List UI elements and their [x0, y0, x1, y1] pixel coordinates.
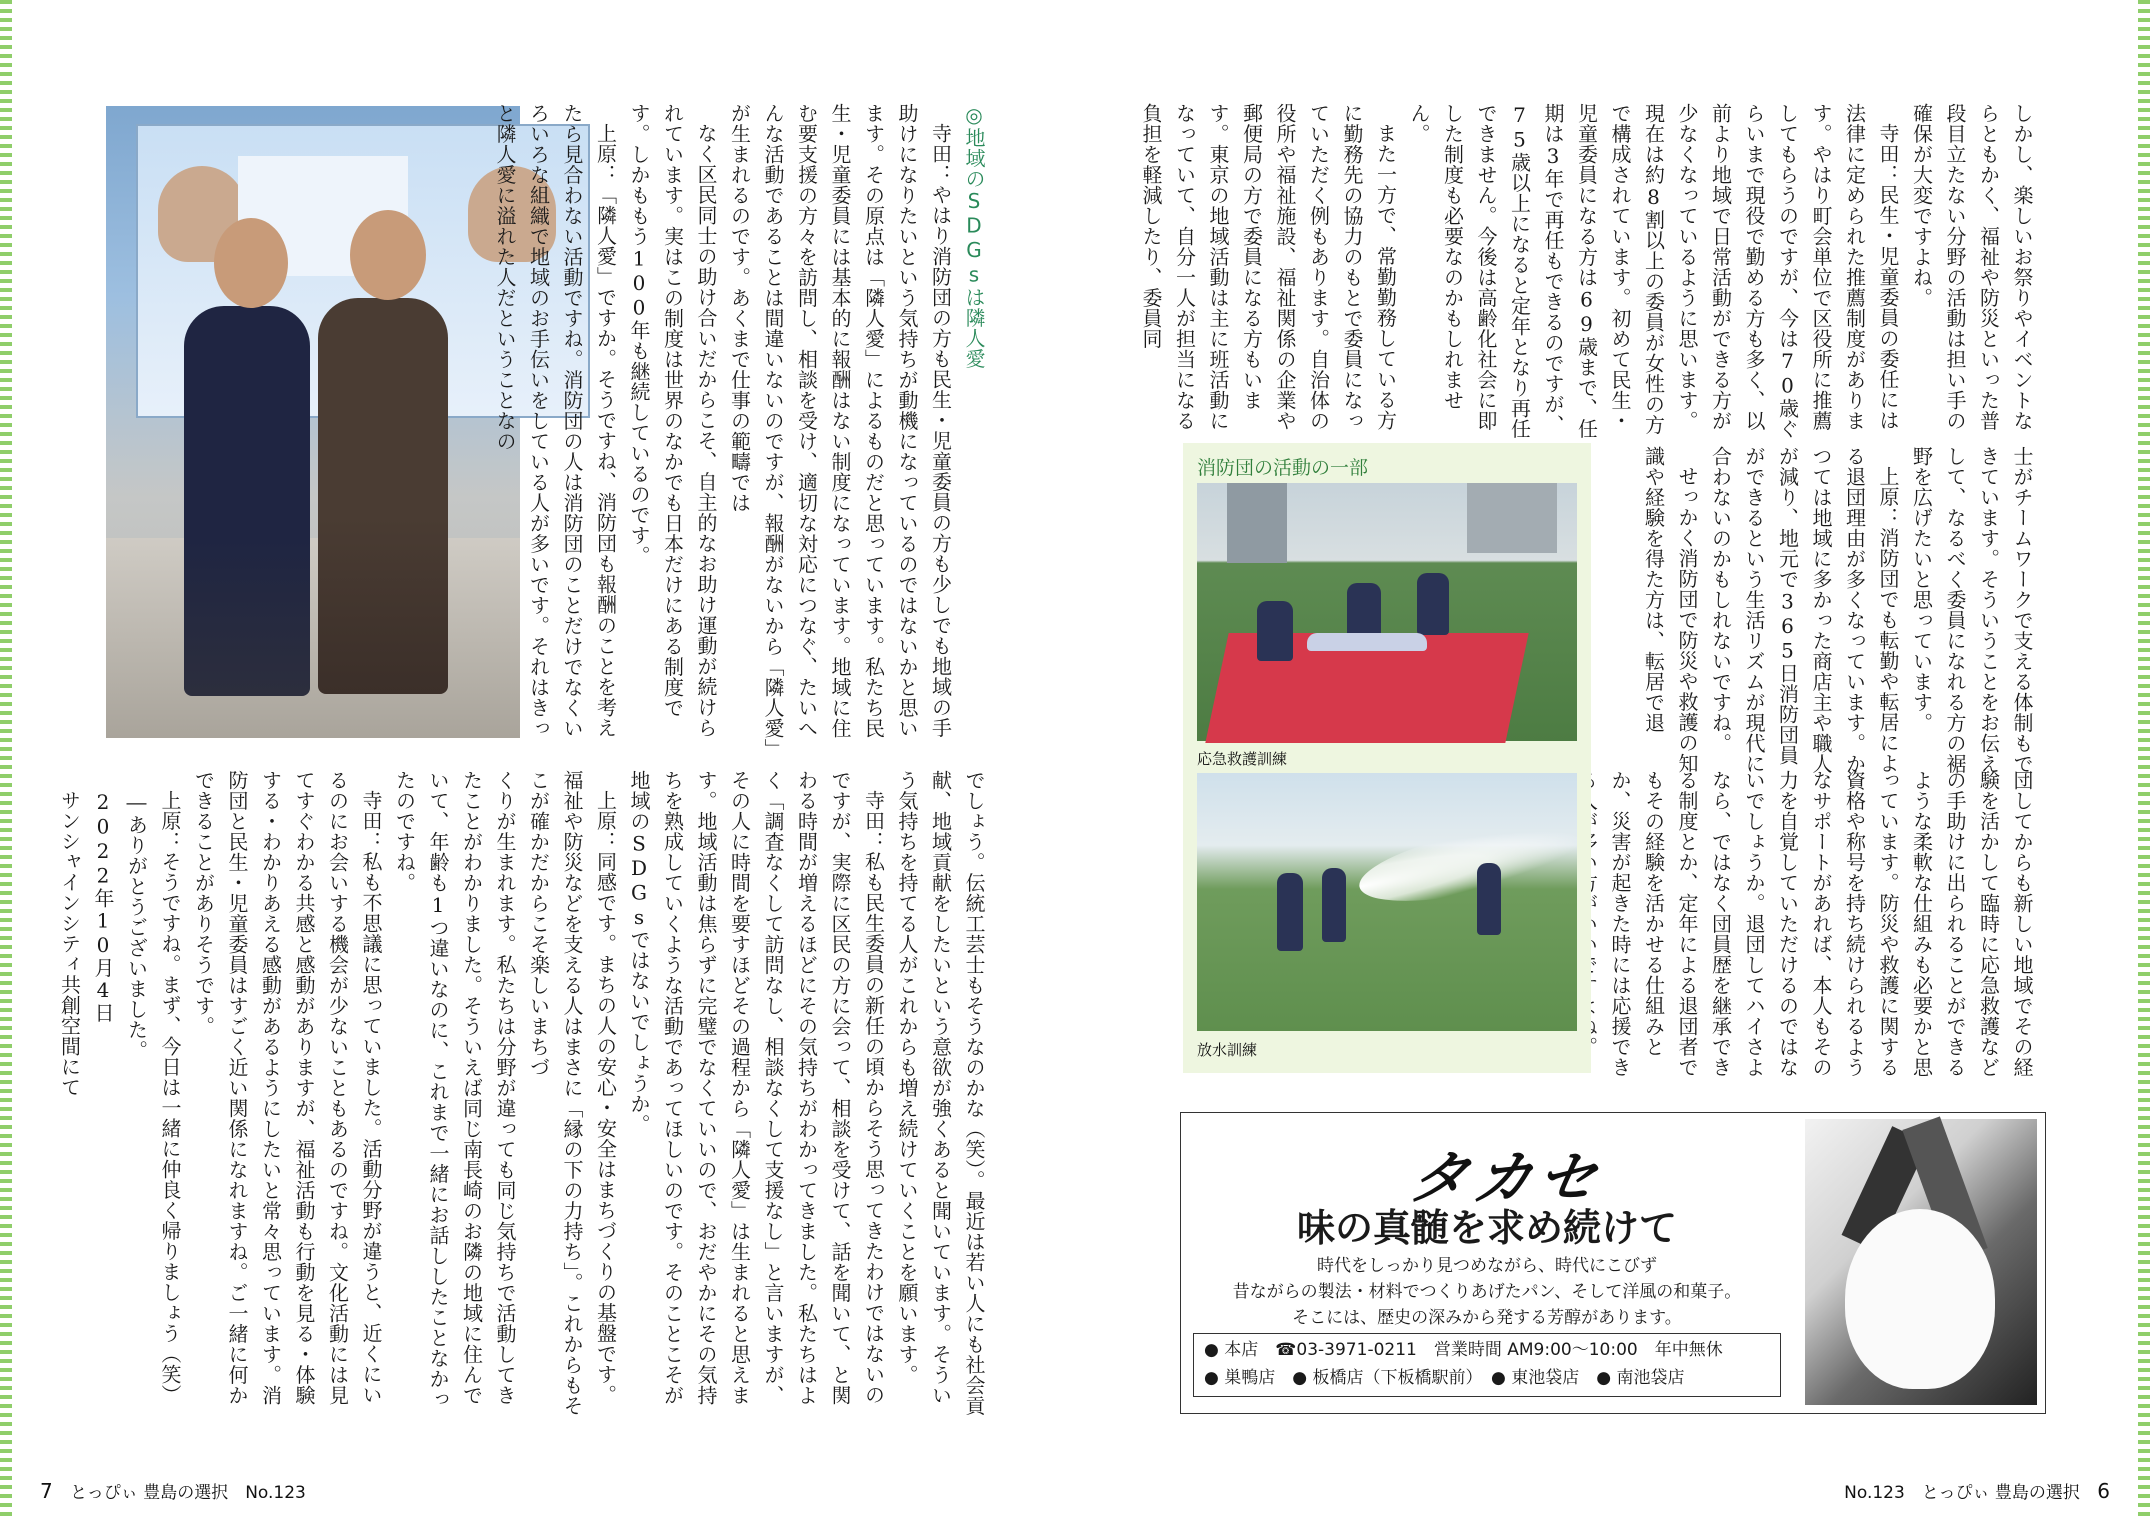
paragraph: 団してからも新しい地域でその経験を活かして臨時に応急救護などの手助けに出られることができるような柔軟な仕組みも必要かと思っています。防災や救護に関する資格や称号を持ち続けられるようなサポートがあれば、本人もその力を自覚していただけるのではないでしょうか。退団してハイさよなら、ではなく団員歴を継承できる制度とか、定年による退団者でもその経験を活かせる仕組みとか、災害が起きた時には応援でき — [1608, 770, 2034, 1078]
ad-line: 時代をしっかり見つめながら、時代にこびず — [1317, 1256, 1657, 1276]
ad-line: そこには、歴史の深みから発する芳醇があります。 — [1292, 1308, 1682, 1328]
ad-main-store: ● 本店 ☎03-3971-0211 営業時間 AM9:00〜10:00 年中無休 — [1204, 1340, 1723, 1360]
text-block-page6-low — [1608, 770, 2038, 1090]
takase-logo: タカセ — [1404, 1144, 1609, 1212]
paragraph: 寺田：私も民生委員の新任の頃からそう思ってきたわけではないのですが、実際に区民の方に会って、相談を受けて、話を聞いて、と関わる時間が増えるほどにその気持ちがわかってきました。私たちはよく「調査なくして訪問なし、相談なくして支援なし」と言いますが、その人に時間を要すほどその過程から「隣人愛」は生まれると思えます。地域活動は焦らずに完璧でなくていいので、おだやかにその気持ちを熟成していくような活動であってほしいのです。そのことこそが地域のSDGsではないでしょうか。 — [627, 770, 886, 1406]
person-left — [184, 306, 310, 696]
paragraph: 寺田：やはり消防団の方も民生・児童委員の方も少しでも地域の手助けになりたいという気持ちが動機になっているのではないかと思います。その原点は「隣人愛」によるものだと思っています。私たち民生・児童委員には基本的に報酬はない制度になっています。地域に住む要支援の方々を訪問し、相談を受け、適切な対応につなぐ、たいへんな活動であることは間違いないのですが、報酬がないから「隣人愛」が生まれるのです。あくまで仕事の範疇では — [727, 103, 953, 749]
ad-line: 昔ながらの製法・材料でつくりあげたパン、そして洋風の和菓子。 — [1232, 1282, 1742, 1302]
water-discharge-caption: 放水訓練 — [1197, 1041, 1258, 1059]
paragraph: 上原：そうですね。まず、今日は一緒に仲良く帰りましょう（笑） — [158, 790, 182, 1405]
paragraph: 上原：消防団でも転勤や転居による退団理由が多くなっています。かつては地域に多かった商店主や職人が減り、地元で365日消防団員ができるという生活リズムが現代に合わないのかもしれないですね。 — [1708, 446, 1900, 774]
interview-location: サンシャインシティ共創空間にて — [57, 790, 82, 1098]
first-aid-caption: 応急救護訓練 — [1197, 750, 1288, 768]
interview-date: 2022年10月4日 — [91, 790, 115, 1023]
footer-left — [40, 1478, 306, 1503]
fire-box-title: 消防団の活動の一部 — [1197, 457, 1369, 479]
ad-headline: 味の真髄を求め続けて — [1296, 1205, 1677, 1250]
text-block-page7-bottom — [57, 770, 990, 1420]
text-block-page6-top — [1139, 103, 2038, 440]
interview-photo — [106, 106, 520, 738]
takase-advertisement — [1180, 1112, 2046, 1414]
footer-right — [1844, 1478, 2110, 1503]
paragraph: せっかく消防団で防災や救護の知識や経験を得た方は、転居で退 — [1641, 446, 1699, 774]
paragraph: しかし、楽しいお祭りやイベントならともかく、福祉や防災といった普段目立たない分野の活動は担い手の確保が大変ですよね。 — [1909, 103, 2034, 431]
left-edge-stripe — [0, 0, 12, 1518]
water-discharge-training-photo — [1197, 773, 1577, 1031]
person-right — [318, 298, 448, 694]
text-block-page7-top — [493, 103, 990, 753]
footer-right-text: No.123 とっぴぃ 豊島の選択 — [1844, 1483, 2080, 1503]
page-number-right: 6 — [2097, 1479, 2110, 1503]
paragraph: 寺田：民生・児童委員の委任には法律に定められた推薦制度があります。やはり町会単位で区役所に推薦してもらうのですが、今は70歳ぐらいまで現役で勤める方も多く、以前より地域で日常活動ができる方が少なくなっているように思います。現在は約8割以上の委員が女性の方で構成されています。初めて民生・児童委員になる方は69歳まで、任期は3年で再任もできるのですが、75歳以上になると定年となり再任できません。今後は高齢化社会に即した制度も必要なのかもしれません。 — [1407, 103, 1900, 439]
text-block-page6-mid — [1612, 446, 2038, 776]
paragraph: なく区民同士の助け合いだからこそ、自主的なお助け運動が続けられています。実はこの制度は世界のなかでも日本だけにある制度です。しかももう100年も継続しているのです。 — [627, 103, 718, 738]
ad-store-info — [1193, 1333, 1781, 1397]
section-heading: ◎地域のSDGsは隣人愛 — [962, 103, 986, 369]
paragraph: 寺田：私も不思議に思っていました。活動分野が違うと、近くにいるのにお会いする機会が少ないこともあるのですね。文化活動には見てすぐわかる共感と感動がありますが、福祉活動も行動を見る・体験する・わかりあえる感動があるようにしたいと常々思っています。消防団と民生・児童委員はすごく近い関係になれますね。ご一緒に何かできることがありそうです。 — [191, 770, 383, 1406]
paragraph: くりが生まれます。私たちは分野が違っても同じ気持ちで活動してきたことがわかりました。そういえば同じ南長崎のお隣の地域に住んでいて、年齢も1つ違いなのに、これまで一緒にお話ししたことなかったのですね。 — [392, 770, 517, 1410]
page-number-left: 7 — [40, 1479, 53, 1503]
first-aid-training-photo — [1197, 483, 1577, 741]
paragraph: また一方で、常勤勤務している方に勤務先の協力のもとで委員になっていただく例もあります。自治体の役所や福祉施設、福祉関係の企業や郵便局の方で委員になる方もいます。東京の地域活動は主に班活動になっていて、自分一人が担当になる負担を軽減したり、委員同 — [1139, 103, 1398, 431]
closing-thanks: ―ありがとうございました。 — [124, 790, 149, 1061]
paragraph: 士がチームワークで支える体制もできています。そういうことをお伝えして、なるべく委員になれる方の裾野を広げたいと思っています。 — [1909, 446, 2034, 774]
paragraph: 上原：「隣人愛」ですか。そうですね、消防団も報酬のことを考えたら見合わない活動ですね。消防団の人は消防団のことだけでなくいろいろな組織で地域のお手伝いをしている人が多いです。それはきっと隣人愛に溢れた人だということなの — [493, 103, 618, 739]
ad-illustration — [1805, 1119, 2037, 1405]
right-edge-stripe — [2138, 0, 2150, 1518]
paragraph: 上原：同感です。まちの人の安心・安全はまちづくりの基盤です。福祉や防災などを支える人はまさに「縁の下の力持ち」。これからもそこが確かだからこそ楽しいまちづ — [526, 770, 618, 1416]
footer-left-text: とっぴぃ 豊島の選択 No.123 — [70, 1483, 306, 1503]
fire-brigade-photo-box — [1183, 443, 1591, 1073]
ad-branch-stores: ● 巣鴨店 ● 板橋店（下板橋駅前） ● 東池袋店 ● 南池袋店 — [1204, 1368, 1685, 1388]
paragraph: でしょう。伝統工芸士もそうなのかな（笑）。最近は若い人にも社会貢献、地域貢献をしたいという意欲が強くあると聞いています。そういう気持ちを持てる人がこれからも増え続けていくことを願います。 — [895, 770, 986, 1416]
